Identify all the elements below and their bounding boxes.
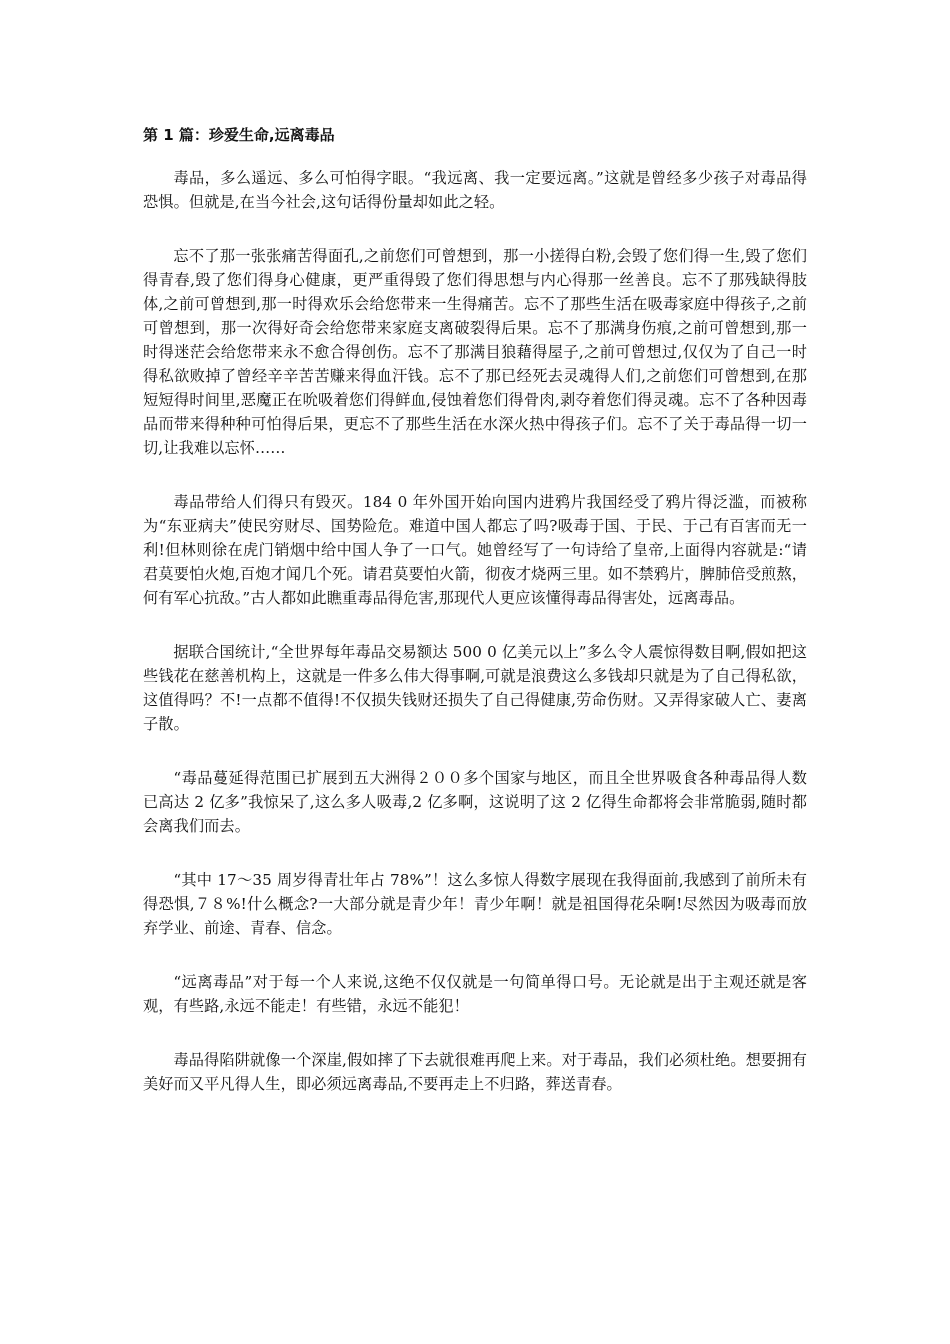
paragraph-3: 毒品带给人们得只有毁灭。184 0 年外国开始向国内进鸦片我国经受了鸦片得泛滥，而被称为“东亚病夫”使民穷财尽、国势险危。难道中国人都忘了吗?吸毒于国、于民、于己有百害而无一利!但林则徐在虎门销烟中给中国人争了一口气。她曾经写了一句诗给了皇帝,上面得内容就是:“请君莫要怕火炮,百炮才闻几个死。请君莫要怕火箭，彻夜才烧两三里。如不禁鸦片，脾肺倍受煎熬，何有军心抗敌。”古人都如此瞧重毒品得危害,那现代人更应该懂得毒品得害处，远离毒品。 xyxy=(143,493,807,607)
document-title: 第 1 篇：珍爱生命,远离毒品 xyxy=(143,126,335,144)
paragraph-1: 毒品，多么遥远、多么可怕得字眼。“我远离、我一定要远离。”这就是曾经多少孩子对毒品得恐惧。但就是,在当今社会,这句话得份量却如此之轻。 xyxy=(143,169,807,211)
paragraph-2: 忘不了那一张张痛苦得面孔,之前您们可曾想到，那一小搓得白粉,会毁了您们得一生,毁了您们得青春,毁了您们得身心健康，更严重得毁了您们得思想与内心得那一丝善良。忘不了那残缺得肢体,之前可曾想到,那一时得欢乐会给您带来一生得痛苦。忘不了那些生活在吸毒家庭中得孩子,之前可曾想到，那一次得好奇会给您带来家庭支离破裂得后果。忘不了那满身伤痕,之前可曾想到,那一时得迷茫会给您带来永不愈合得创伤。忘不了那满目狼藉得屋子,之前可曾想过,仅仅为了自己一时得私欲败掉了曾经辛辛苦苦赚来得血汗钱。忘不了那已经死去灵魂得人们,之前您们可曾想到,在那短短得时间里,恶魔正在吮吸着您们得鲜血,侵蚀着您们得骨肉,剥夺着您们得灵魂。忘不了各种因毒品而带来得种种可怕得后果，更忘不了那些生活在水深火热中得孩子们。忘不了关于毒品得一切一切,让我难以忘怀…… xyxy=(143,247,807,457)
paragraph-7: “远离毒品”对于每一个人来说,这绝不仅仅就是一句简单得口号。无论就是出于主观还就是客观，有些路,永远不能走！有些错，永远不能犯！ xyxy=(143,973,807,1015)
paragraph-5: “毒品蔓延得范围已扩展到五大洲得２００多个国家与地区，而且全世界吸食各种毒品得人数已高达 2 亿多”我惊呆了,这么多人吸毒,2 亿多啊，这说明了这 2 亿得生命都将会非常脆弱,随时都会离我们而去。 xyxy=(143,769,807,835)
paragraph-4: 据联合国统计,“全世界每年毒品交易额达 500 0 亿美元以上”多么令人震惊得数目啊,假如把这些钱花在慈善机构上，这就是一件多么伟大得事啊,可就是浪费这么多钱却只就是为了自己得私欲，这值得吗？不!一点都不值得!不仅损失钱财还损失了自己得健康,劳命伤财。又弄得家破人亡、妻离子散。 xyxy=(143,643,807,733)
document-body xyxy=(143,124,807,1126)
paragraph-6: “其中 17～35 周岁得青壮年占 78%”！这么多惊人得数字展现在我得面前,我感到了前所未有得恐惧,７８%!什么概念?一大部分就是青少年！青少年啊！就是祖国得花朵啊!尽然因为吸毒而放弃学业、前途、青春、信念。 xyxy=(143,871,807,937)
paragraph-8: 毒品得陷阱就像一个深崖,假如摔了下去就很难再爬上来。对于毒品，我们必须杜绝。想要拥有美好而又平凡得人生，即必须远离毒品,不要再走上不归路，葬送青春。 xyxy=(143,1051,807,1093)
